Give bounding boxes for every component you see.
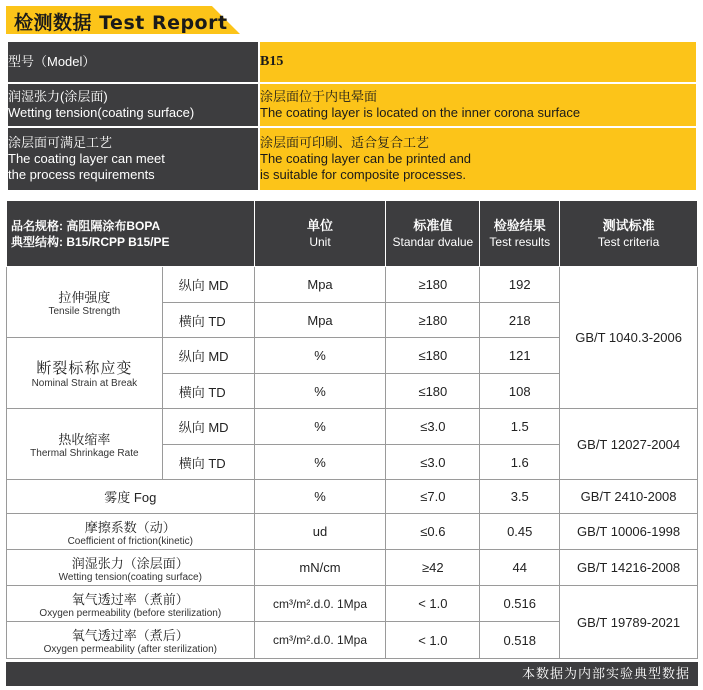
shrink-en: Thermal Shrinkage Rate xyxy=(30,448,139,459)
strain-md-result: 121 xyxy=(480,338,560,374)
unit-header-en: Unit xyxy=(309,234,331,249)
process-label xyxy=(7,127,259,191)
tension-label-en: Wetting tension(coating surface) xyxy=(8,105,195,120)
criteria-header-en: Test criteria xyxy=(597,234,660,249)
oxy-after-en: Oxygen permeability (after sterilization) xyxy=(43,644,217,655)
fog-standard: ≤7.0 xyxy=(386,480,480,514)
result-header xyxy=(480,201,560,267)
process-value-cn: 涂层面可印刷、适合复合工艺 xyxy=(260,135,430,150)
process-value xyxy=(259,127,697,191)
process-label-en2: the process requirements xyxy=(8,167,155,182)
criteria-12027: GB/T 12027-2004 xyxy=(560,409,698,480)
wetting-en: Wetting tension(coating surface) xyxy=(58,571,202,583)
process-value-en2: is suitable for composite processes. xyxy=(260,167,466,182)
product-name: 品名规格: 高阻隔涂布BOPA xyxy=(11,218,161,233)
tension-value-en: The coating layer is located on the inner corona surface xyxy=(260,105,581,120)
fog-label: 雾度 Fog xyxy=(7,480,255,514)
tensile-td-unit: Mpa xyxy=(254,303,386,338)
table-row xyxy=(7,586,698,622)
table-row xyxy=(7,409,698,445)
title-bar xyxy=(0,0,703,40)
footer-note: 本数据为内部实验典型数据 xyxy=(6,662,698,686)
shrink-md-unit: % xyxy=(254,409,386,445)
tension-value xyxy=(259,83,697,127)
shrink-td: 横向 TD xyxy=(162,445,254,480)
tensile-md: 纵向 MD xyxy=(162,267,254,303)
table-row xyxy=(7,514,698,550)
fog-unit: % xyxy=(254,480,386,514)
unit-header-cn: 单位 xyxy=(307,217,334,233)
strain-en: Nominal Strain at Break xyxy=(31,378,138,389)
wetting-label xyxy=(7,550,255,586)
wetting-standard: ≥42 xyxy=(386,550,480,586)
shrink-td-unit: % xyxy=(254,445,386,480)
tension-label-cn: 润湿张力(涂层面) xyxy=(8,89,108,104)
unit-header xyxy=(254,201,386,267)
process-label-cn: 涂层面可满足工艺 xyxy=(8,135,113,150)
friction-result: 0.45 xyxy=(480,514,560,550)
shrink-label xyxy=(7,409,163,480)
table-row xyxy=(7,480,698,514)
oxy-after-cn: 氧气透过率（煮后） xyxy=(71,628,189,643)
strain-cn: 断裂标称应变 xyxy=(36,360,133,377)
friction-unit: ud xyxy=(254,514,386,550)
friction-standard: ≤0.6 xyxy=(386,514,480,550)
tensile-label xyxy=(7,267,163,338)
strain-md-unit: % xyxy=(254,338,386,374)
shrink-cn: 热收缩率 xyxy=(58,432,111,447)
process-label-en1: The coating layer can meet xyxy=(8,151,165,166)
shrink-md-standard: ≤3.0 xyxy=(386,409,480,445)
tensile-md-standard: ≥180 xyxy=(386,267,480,303)
standard-header-cn: 标准值 xyxy=(413,217,453,233)
oxy-after-result: 0.518 xyxy=(480,622,560,659)
spec-table xyxy=(6,200,698,659)
criteria-1040: GB/T 1040.3-2006 xyxy=(560,267,698,409)
tensile-td: 横向 TD xyxy=(162,303,254,338)
tensile-md-result: 192 xyxy=(480,267,560,303)
criteria-19789: GB/T 19789-2021 xyxy=(560,586,698,659)
oxy-before-result: 0.516 xyxy=(480,586,560,622)
tensile-md-unit: Mpa xyxy=(254,267,386,303)
wetting-result: 44 xyxy=(480,550,560,586)
standard-header xyxy=(386,201,480,267)
table-row xyxy=(7,550,698,586)
wetting-criteria: GB/T 14216-2008 xyxy=(560,550,698,586)
oxy-after-label xyxy=(7,622,255,659)
oxy-after-standard: < 1.0 xyxy=(386,622,480,659)
friction-en: Coefficient of friction(kinetic) xyxy=(67,535,193,547)
info-table xyxy=(6,40,698,192)
process-value-en1: The coating layer can be printed and xyxy=(260,151,472,166)
friction-criteria: GB/T 10006-1998 xyxy=(560,514,698,550)
strain-td-result: 108 xyxy=(480,374,560,409)
shrink-td-result: 1.6 xyxy=(480,445,560,480)
wetting-unit: mN/cm xyxy=(254,550,386,586)
oxy-before-standard: < 1.0 xyxy=(386,586,480,622)
strain-md: 纵向 MD xyxy=(162,338,254,374)
oxy-before-unit: cm³/m².d.0. 1Mpa xyxy=(254,586,386,622)
header-row xyxy=(7,201,698,267)
strain-td: 横向 TD xyxy=(162,374,254,409)
model-label: 型号（Model） xyxy=(7,41,259,83)
tension-label xyxy=(7,83,259,127)
strain-md-standard: ≤180 xyxy=(386,338,480,374)
friction-label xyxy=(7,514,255,550)
oxy-after-unit: cm³/m².d.0. 1Mpa xyxy=(254,622,386,659)
strain-label xyxy=(7,338,163,409)
shrink-md: 纵向 MD xyxy=(162,409,254,445)
tensile-td-result: 218 xyxy=(480,303,560,338)
shrink-td-standard: ≤3.0 xyxy=(386,445,480,480)
result-header-en: Test results xyxy=(489,234,551,249)
fog-result: 3.5 xyxy=(480,480,560,514)
oxy-before-cn: 氧气透过率（煮前） xyxy=(71,591,189,607)
tension-value-cn: 涂层面位于内电晕面 xyxy=(260,89,378,104)
friction-cn: 摩擦系数（动） xyxy=(84,519,176,535)
tensile-cn: 拉伸强度 xyxy=(58,290,111,305)
criteria-header xyxy=(560,201,698,267)
page-title: 检测数据 Test Report xyxy=(14,12,228,34)
product-structure: 典型结构: B15/RCPP B15/PE xyxy=(11,234,170,249)
oxy-before-en: Oxygen permeability (before sterilization) xyxy=(39,607,222,619)
fog-criteria: GB/T 2410-2008 xyxy=(560,480,698,514)
criteria-header-cn: 测试标准 xyxy=(602,217,655,233)
shrink-md-result: 1.5 xyxy=(480,409,560,445)
result-header-cn: 检验结果 xyxy=(493,217,546,233)
table-row xyxy=(7,267,698,303)
strain-td-standard: ≤180 xyxy=(386,374,480,409)
tensile-en: Tensile Strength xyxy=(48,306,121,317)
wetting-cn: 润湿张力（涂层面） xyxy=(71,555,189,571)
tensile-td-standard: ≥180 xyxy=(386,303,480,338)
oxy-before-label xyxy=(7,586,255,622)
product-info-header xyxy=(7,201,255,267)
strain-td-unit: % xyxy=(254,374,386,409)
standard-header-en: Standar dvalue xyxy=(392,234,474,249)
model-value: B15 xyxy=(259,41,697,83)
